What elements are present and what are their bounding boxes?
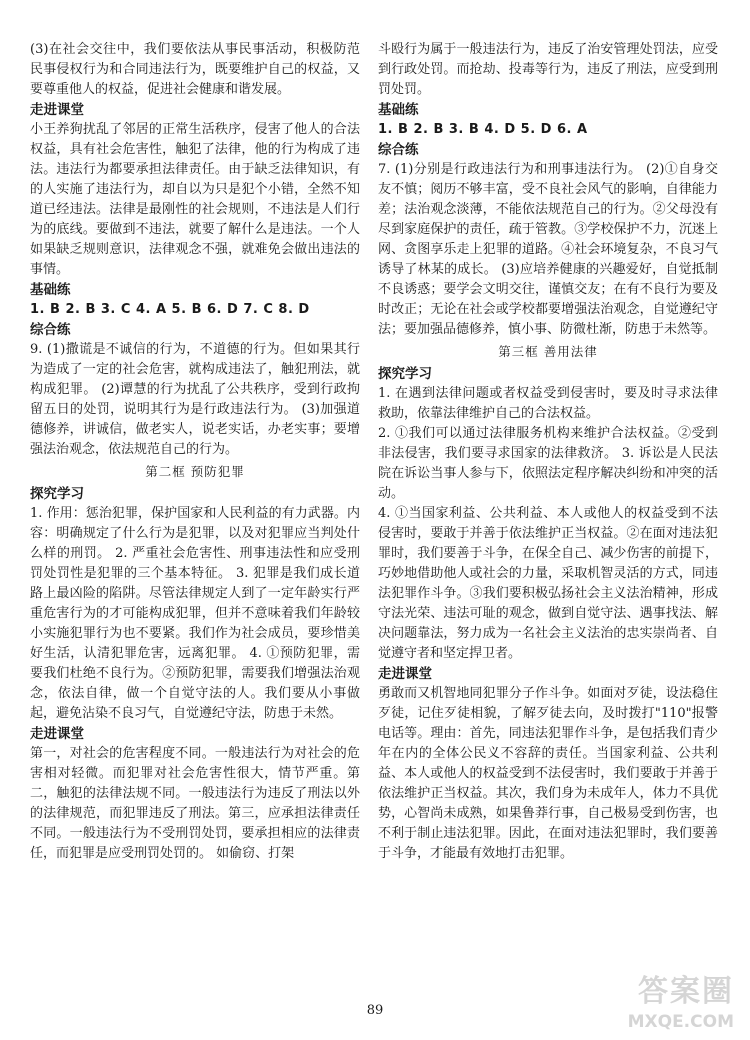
heading-tanjiu-xuexi-3: 探究学习 (378, 366, 432, 382)
section-title-2: 第二框 预防犯罪 (145, 464, 245, 479)
paragraph-right-3: 1. 在遇到法律问题或者权益受到侵害时，要及时寻求法律救助，依靠法律维护自己的合法权益。 (378, 386, 718, 421)
paragraph-right-1: 斗殴行为属于一般违法行为，违反了治安管理处罚法，应受到行政处罚。而抢劫、投毒等行为，违反了刑法，应受到刑罚处罚。 (378, 42, 718, 97)
paragraph-right-4: 2. ①我们可以通过法律服务机构来维护合法权益。②受到非法侵害，我们要寻求国家的法律救济。 3. 诉讼是人民法院在诉讼当事人参与下，依照法定程序解决纠纷和冲突的活动。 (378, 426, 718, 501)
paragraph-left-5: 第一，对社会的危害程度不同。一般违法行为对社会的危害相对轻微。而犯罪对社会危害性很大，情节严重。第二，触犯的法律法规不同。一般违法行为违反了刑法以外的法律规范，而犯罪违反了刑法。第三，应承担法律责任不同。一般违法行为不受刑罚处罚，要承担相应的法律责任，而犯罪是应受刑罚处罚的。 如偷窃、打架 (30, 746, 360, 861)
heading-zoujin-ketang-1: 走进课堂 (30, 102, 84, 118)
paragraph-left-1: (3)在社会交往中，我们要依法从事民事活动，积极防范民事侵权行为和合同违法行为，既要维护自己的权益，又要尊重他人的权益，促进社会健康和谐发展。 (30, 42, 360, 97)
watermark-url: MXQE.COM (627, 1012, 734, 1032)
answers-jichu-2: 1. B 2. B 3. B 4. D 5. D 6. A (378, 122, 588, 137)
paragraph-right-5: 4. ①当国家利益、公共利益、本人或他人的权益受到不法侵害时，要敢于并善于依法维护正当权益。②在面对违法犯罪时，我们要善于斗争，在保全自己、减少伤害的前提下，巧妙地借助他人或社会的力量，采取机智灵活的方式，同违法犯罪作斗争。③我们要积极弘扬社会主义法治精神，形成守法光荣、违法可耻的观念，做到自觉守法、遇事找法、解决问题靠法，努力成为一名社会主义法治的忠实崇尚者、自觉遵守者和坚定捍卫者。 (378, 506, 718, 661)
right-column (378, 40, 718, 864)
section-title-3: 第三框 善用法律 (498, 344, 598, 359)
heading-zoujin-ketang-3: 走进课堂 (378, 666, 432, 682)
heading-tanjiu-xuexi-2: 探究学习 (30, 486, 84, 502)
paragraph-left-2: 小王养狗扰乱了邻居的正常生活秩序，侵害了他人的合法权益，具有社会危害性，触犯了法律，他的行为构成了违法。违法行为都要承担法律责任。由于缺乏法律知识，有的人实施了违法行为，却自以为只是犯个小错，全然不知道已经违法。法律是最刚性的社会规则，不违法是人们行为的底线。要做到不违法，就要了解什么是违法。一个人如果缺乏规则意识，法律观念不强，就难免会做出违法的事情。 (30, 122, 360, 277)
paragraph-left-4: 1. 作用：惩治犯罪，保护国家和人民利益的有力武器。内容：明确规定了什么行为是犯罪，以及对犯罪应当判处什么样的刑罚。 2. 严重社会危害性、刑事违法性和应受刑罚处罚性是犯罪的三个基本特征。 3. 犯罪是我们成长道路上最凶险的陷阱。尽管法律规定人到了一定年龄实行严重危害行为的才可能构成犯罪，但并不意味着我们年龄较小实施犯罪行为也不要紧。我们作为社会成员，要珍惜美好生活，认清犯罪危害，远离犯罪。 4. ①预防犯罪，需要我们杜绝不良行为。②预防犯罪，需要我们增强法治观念，依法自律，做一个自觉守法的人。我们要从小事做起，避免沾染不良习气，自觉遵纪守法，防患于未然。 (30, 506, 360, 721)
answers-jichu-1: 1. B 2. B 3. C 4. A 5. B 6. D 7. C 8. D (30, 302, 310, 317)
heading-zonghe-lian-1: 综合练 (30, 322, 71, 338)
paragraph-right-2: 7. (1)分别是行政违法行为和刑事违法行为。 (2)①自身交友不慎；阅历不够丰富，受不良社会风气的影响，自律能力差；法治观念淡薄，不能依法规范自己的行为。②父母没有尽到家庭保护的责任，疏于管教。③学校保护不力，沉迷上网、贪图享乐走上犯罪的道路。④社会环境复杂，不良习气诱导了林某的成长。 (3)应培养健康的兴趣爱好，自觉抵制不良诱惑；要学会文明交往，谨慎交友；在有不良行为要及时改正；无论在社会或学校都要增强法治观念，自觉遵纪守法；要加强品德修养，慎小事、防微杜渐，防患于未然等。 (378, 162, 718, 337)
heading-jichu-lian-1: 基础练 (30, 282, 71, 298)
heading-zonghe-lian-2: 综合练 (378, 142, 419, 158)
page-number: 89 (366, 1003, 384, 1018)
heading-zoujin-ketang-2: 走进课堂 (30, 726, 84, 742)
left-column (30, 40, 360, 864)
paragraph-right-6: 勇敢而又机智地同犯罪分子作斗争。如面对歹徒，设法稳住歹徒，记住歹徒相貌，了解歹徒去向，及时拨打"110"报警电话等。理由：首先，同违法犯罪作斗争，是包括我们青少年在内的全体公民义不容辞的责任。当国家利益、公共利益、本人或他人的权益受到不法侵害时，我们要敢于并善于依法维护正当权益。其次，我们身为未成年人，体力不具优势，心智尚未成熟，如果鲁莽行事，自己极易受到伤害，也不利于制止违法犯罪。因此，在面对违法犯罪时，我们要善于斗争，才能最有效地打击犯罪。 (378, 686, 718, 861)
heading-jichu-lian-2: 基础练 (378, 102, 419, 118)
watermark-logo (590, 966, 740, 1034)
paragraph-left-3: 9. (1)撒谎是不诚信的行为，不道德的行为。但如果其行为造成了一定的社会危害，就构成违法了，触犯刑法，就构成犯罪。 (2)谭慧的行为扰乱了公共秩序，受到行政拘留五日的处罚，说明其行为是行政违法行为。 (3)加强道德修养，讲诚信，做老实人，说老实话，办老实事；要增强法治观念，依法规范自己的行为。 (30, 342, 360, 457)
watermark-text: 答案圈 (638, 974, 734, 1009)
